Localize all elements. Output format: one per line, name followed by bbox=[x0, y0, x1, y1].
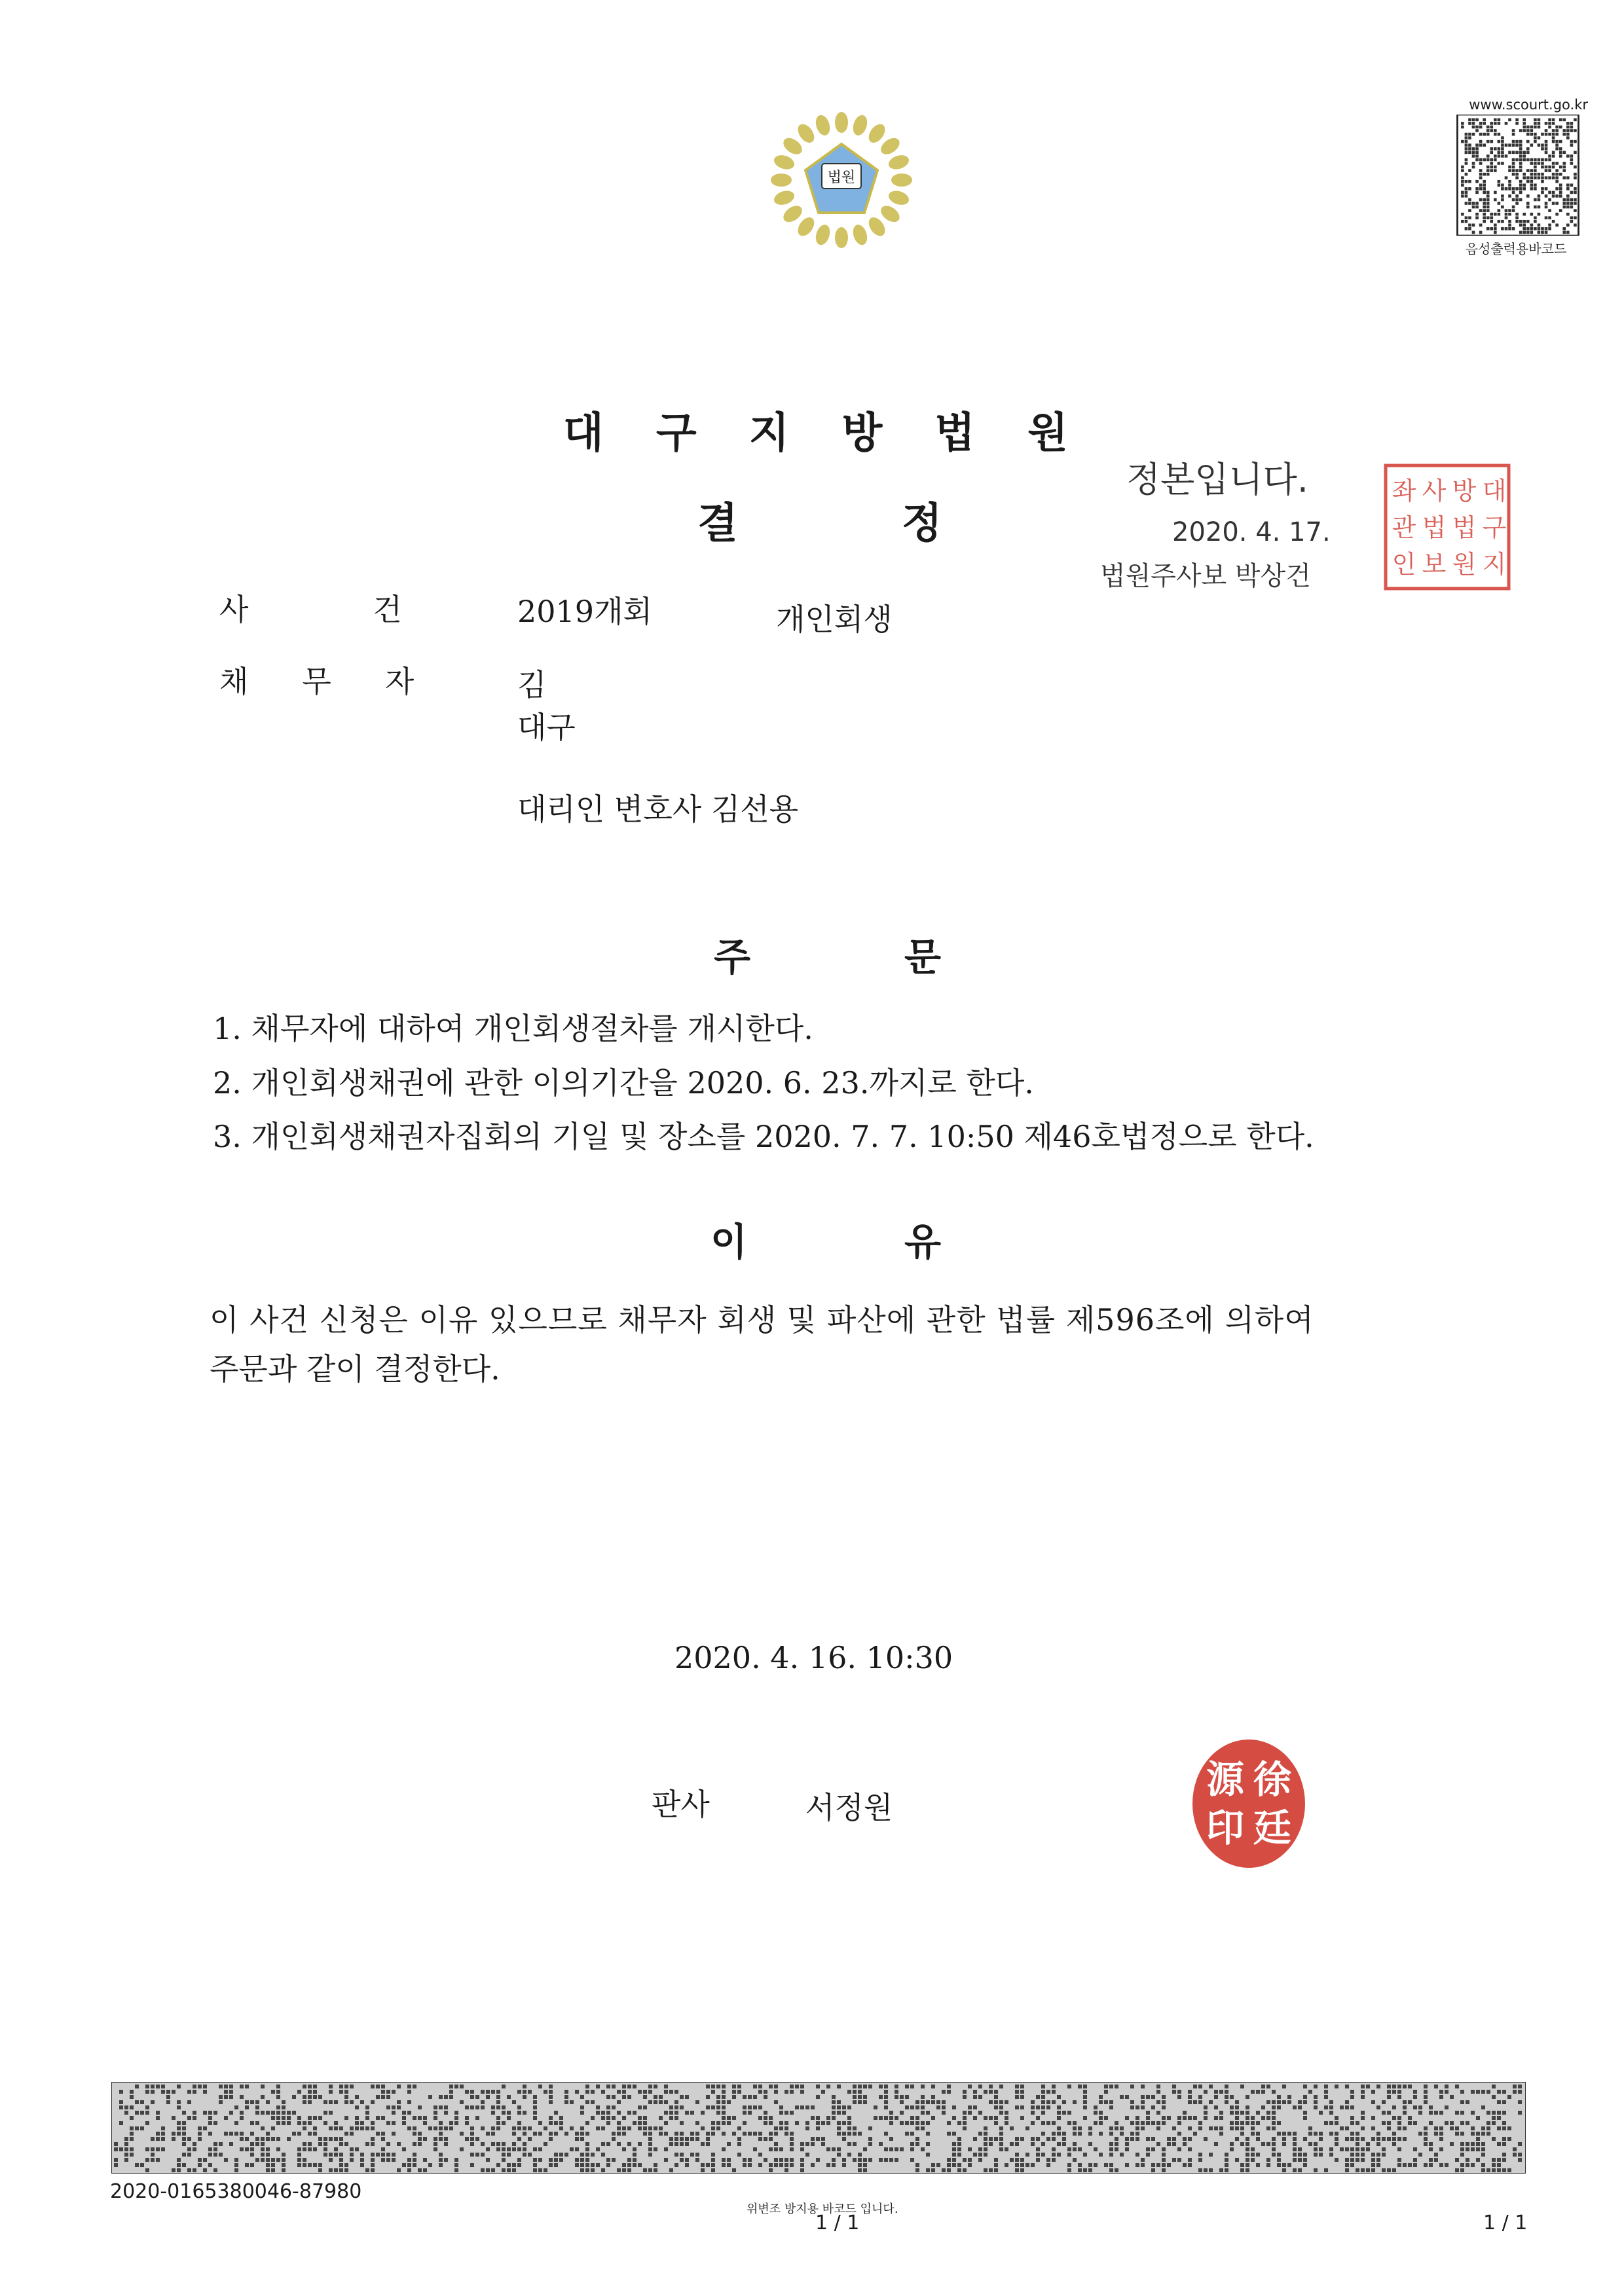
seal-character: 源 bbox=[1206, 1757, 1245, 1802]
order-heading: 주문 bbox=[714, 935, 1096, 979]
court-emblem-icon bbox=[763, 105, 920, 255]
emblem-petal bbox=[781, 202, 805, 225]
certified-copy-date: 2020. 4. 17. bbox=[1172, 517, 1331, 547]
emblem-petal bbox=[851, 223, 870, 247]
emblem-petal bbox=[772, 153, 796, 172]
seal-character: 대 bbox=[1482, 477, 1507, 505]
seal-character: 印 bbox=[1206, 1806, 1245, 1850]
order-item: 1. 채무자에 대하여 개인회생절차를 개시한다. bbox=[213, 1011, 813, 1046]
reason-line: 주문과 같이 결정한다. bbox=[210, 1351, 500, 1387]
order-item: 2. 개인회생채권에 관한 이의기간을 2020. 6. 23.까지로 한다. bbox=[213, 1065, 1034, 1101]
seal-character: 원 bbox=[1452, 550, 1477, 579]
debtor-name: 김 bbox=[517, 667, 547, 702]
judge-seal-stamp bbox=[1189, 1735, 1310, 1872]
anti-forgery-barcode-icon bbox=[111, 2082, 1526, 2174]
case-name: 개인회생 bbox=[776, 602, 893, 637]
emblem-petal bbox=[771, 173, 792, 187]
page-number-center: 1 / 1 bbox=[815, 2212, 860, 2234]
emblem-label: 법원 bbox=[827, 170, 856, 186]
document-title: 결정 bbox=[697, 500, 1106, 548]
emblem-petal bbox=[878, 202, 903, 225]
court-title: 대구지방법원 bbox=[563, 409, 1120, 458]
voice-barcode-icon bbox=[1452, 115, 1583, 236]
judge-name: 서정원 bbox=[805, 1790, 893, 1825]
emblem-petal bbox=[781, 135, 805, 158]
emblem-petal bbox=[866, 214, 889, 239]
seal-character: 좌 bbox=[1392, 477, 1416, 505]
emblem-petal bbox=[887, 153, 911, 172]
decision-date: 2020. 4. 16. 10:30 bbox=[674, 1640, 953, 1675]
emblem-petal bbox=[772, 189, 796, 208]
emblem-petal bbox=[813, 223, 832, 247]
seal-character: 법 bbox=[1452, 513, 1477, 542]
emblem-petal bbox=[891, 173, 912, 187]
debtor-address: 대구 bbox=[517, 710, 576, 745]
order-item: 3. 개인회생채권자집회의 기일 및 장소를 2020. 7. 7. 10:50 제46호법정으로 한다. bbox=[213, 1119, 1314, 1154]
clerk-seal-stamp bbox=[1382, 462, 1513, 592]
page-number-right: 1 / 1 bbox=[1483, 2212, 1528, 2234]
emblem-petal bbox=[813, 113, 832, 137]
seal-character: 지 bbox=[1482, 550, 1507, 579]
debtor-agent: 대리인 변호사 김선용 bbox=[517, 792, 799, 827]
case-label: 사건 bbox=[219, 592, 526, 627]
emblem-petal bbox=[835, 227, 848, 248]
emblem-petal bbox=[878, 135, 903, 158]
emblem-petal bbox=[835, 112, 848, 133]
certified-copy-clerk: 법원주사보 박상건 bbox=[1100, 561, 1311, 591]
voice-barcode-caption: 음성출력용바코드 bbox=[1465, 241, 1567, 257]
voice-barcode-url: www.scourt.go.kr bbox=[1469, 97, 1588, 113]
document-number: 2020-0165380046-87980 bbox=[110, 2180, 362, 2203]
seal-character: 廷 bbox=[1253, 1806, 1292, 1850]
seal-character: 徐 bbox=[1253, 1757, 1292, 1802]
emblem-petal bbox=[866, 121, 889, 146]
barcode-caption: 위변조 방지용 바코드 입니다. bbox=[747, 2202, 898, 2216]
seal-character: 사 bbox=[1422, 477, 1447, 505]
case-number: 2019개회 bbox=[517, 594, 652, 629]
seal-character: 법 bbox=[1422, 513, 1447, 542]
reason-line: 이 사건 신청은 이유 있으므로 채무자 회생 및 파산에 관한 법률 제596조에 의하여 bbox=[210, 1302, 1314, 1338]
seal-character: 관 bbox=[1392, 513, 1416, 542]
seal-character: 구 bbox=[1482, 513, 1507, 542]
seal-character: 보 bbox=[1422, 550, 1447, 579]
judge-title: 판사 bbox=[652, 1787, 710, 1822]
emblem-petal bbox=[887, 189, 911, 208]
seal-character: 방 bbox=[1452, 477, 1477, 505]
emblem-petal bbox=[851, 113, 870, 137]
certified-copy-text: 정본입니다. bbox=[1126, 459, 1308, 500]
debtor-label: 채무자 bbox=[219, 664, 468, 699]
seal-character: 인 bbox=[1392, 550, 1416, 579]
emblem-petal bbox=[794, 214, 817, 239]
emblem-petal bbox=[794, 121, 817, 146]
reason-heading: 이유 bbox=[710, 1220, 1099, 1264]
